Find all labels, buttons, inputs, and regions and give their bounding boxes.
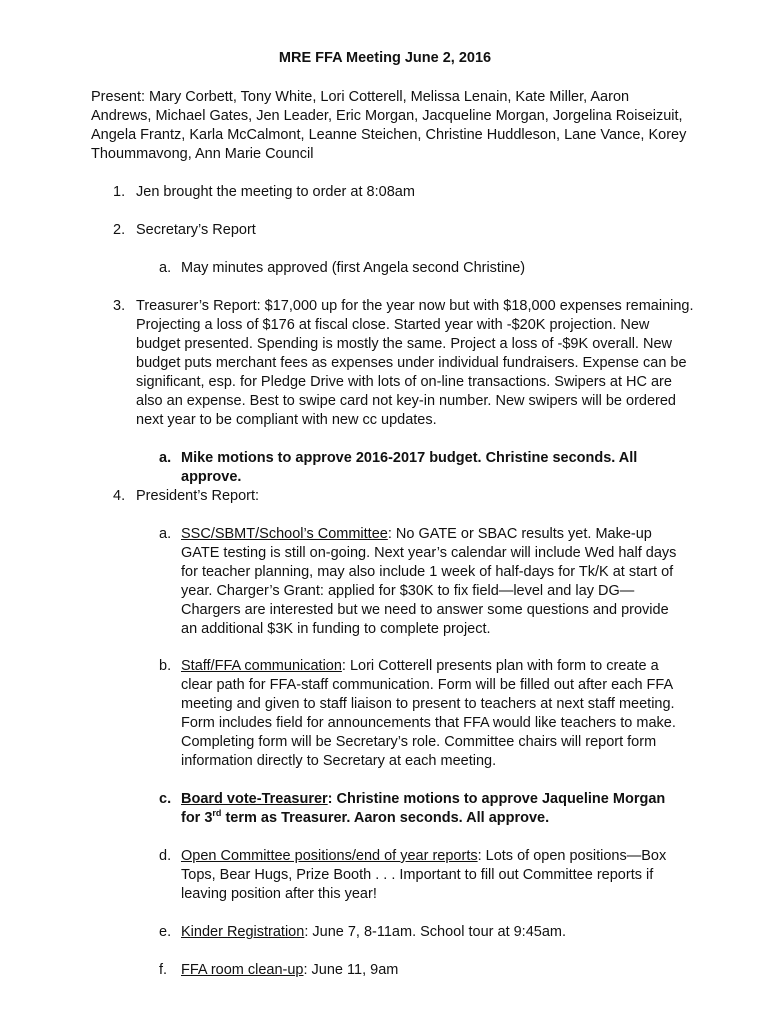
item-4c-letter: c. bbox=[159, 791, 172, 807]
item-4e-text: : June 7, 8-11am. School tour at 9:45am. bbox=[304, 924, 567, 940]
attendees-paragraph: Present: Mary Corbett, Tony White, Lori Cotterell, Melissa Lenain, Kate Miller, Aaron Andrews, Michael Gates, Jen Leader, Eric Morgan, Jacqueline Morgan, Jorgelina Roiseizuit, Angela Frantz, Karla McCalmont, Leanne Steichen, Christine Huddleson, Lane Vance, Korey Thoummavong, Ann Marie Council bbox=[91, 89, 687, 162]
item-1-text: Jen brought the meeting to order at 8:08am bbox=[136, 184, 415, 200]
item-4a-heading: SSC/SBMT/School’s Committee bbox=[181, 526, 388, 542]
item-4a-text: : No GATE or SBAC results yet. Make-up GATE testing is still on-going. Next year’s calendar will include Wed half days for teacher planning, may also include 1 week of half-days for Tk/K at start of year. Charger’s Grant: applied for $30K to fix field—level and lay DG—Chargers are interested but we need to answer some questions and provide an additional $3K in funding to complete project. bbox=[181, 526, 677, 637]
item-4a-paragraph bbox=[181, 525, 681, 639]
item-4d-heading: Open Committee positions/end of year reports bbox=[181, 848, 478, 864]
item-4c-heading: Board vote-Treasurer bbox=[181, 791, 328, 807]
item-4b-text: : Lori Cotterell presents plan with form to create a clear path for FFA-staff communication. Form will be filled out after each FFA meeting and given to staff liaison to present to teachers at next staff meeting. Form includes field for announcements that FFA would like teachers to make. Completing form will be Secretary’s role. Committee chairs will report form information directly to Secretary at each meeting. bbox=[181, 658, 676, 769]
item-3-text: Treasurer’s Report: $17,000 up for the year now but with $18,000 expenses remaining. Projecting a loss of $176 at fiscal close. Started year with -$20K projection. New budget presented. Spending is mostly the same. Project a loss of -$9K overall. New budget puts merchant fees as expenses under individual fundraisers. Expense can be significant, esp. for Pledge Drive with lots of on-line transactions. Swipers at HC are also an expense. Best to swipe card not key-in number. New swipers will be ordered next year to be compliant with new cc updates. bbox=[136, 298, 694, 428]
item-4c-superscript: rd bbox=[212, 808, 222, 818]
item-4e-letter: e. bbox=[159, 924, 172, 940]
item-4b-paragraph bbox=[181, 657, 681, 771]
item-4b-heading: Staff/FFA communication bbox=[181, 658, 342, 674]
item-4e-paragraph bbox=[181, 923, 681, 942]
item-4f-paragraph bbox=[181, 961, 681, 980]
item-4f-text: : June 11, 9am bbox=[303, 962, 399, 978]
item-4d-letter: d. bbox=[159, 848, 172, 864]
item-4e-heading: Kinder Registration bbox=[181, 924, 305, 940]
item-2-number: 2. bbox=[113, 222, 126, 238]
item-2a-text: May minutes approved (first Angela second Christine) bbox=[181, 260, 526, 276]
item-4d-text: : Lots of open positions—Box Tops, Bear Hugs, Prize Booth . . . Important to fill out Committee reports if leaving position after this year! bbox=[181, 848, 667, 902]
item-4c-text: : Christine motions to approve Jaqueline Morgan for 3 bbox=[181, 791, 666, 826]
item-4-number: 4. bbox=[113, 488, 126, 504]
item-2-text: Secretary’s Report bbox=[136, 222, 256, 238]
item-4c-paragraph bbox=[181, 790, 681, 828]
item-3a-letter: a. bbox=[159, 450, 172, 466]
item-1-number: 1. bbox=[113, 184, 126, 200]
item-4c-text-continued: term as Treasurer. Aaron seconds. All approve. bbox=[221, 810, 550, 826]
item-4-text: President’s Report: bbox=[136, 488, 260, 504]
item-2a-letter: a. bbox=[159, 260, 172, 276]
item-3-number: 3. bbox=[113, 298, 126, 314]
item-4a-letter: a. bbox=[159, 526, 172, 542]
item-4d-paragraph bbox=[181, 847, 681, 904]
item-4f-heading: FFA room clean-up bbox=[181, 962, 304, 978]
item-4f-letter: f. bbox=[159, 962, 168, 978]
item-4b-letter: b. bbox=[159, 658, 172, 674]
meeting-title: MRE FFA Meeting June 2, 2016 bbox=[278, 50, 492, 66]
item-3a-text: Mike motions to approve 2016-2017 budget. Christine seconds. All approve. bbox=[181, 450, 638, 485]
